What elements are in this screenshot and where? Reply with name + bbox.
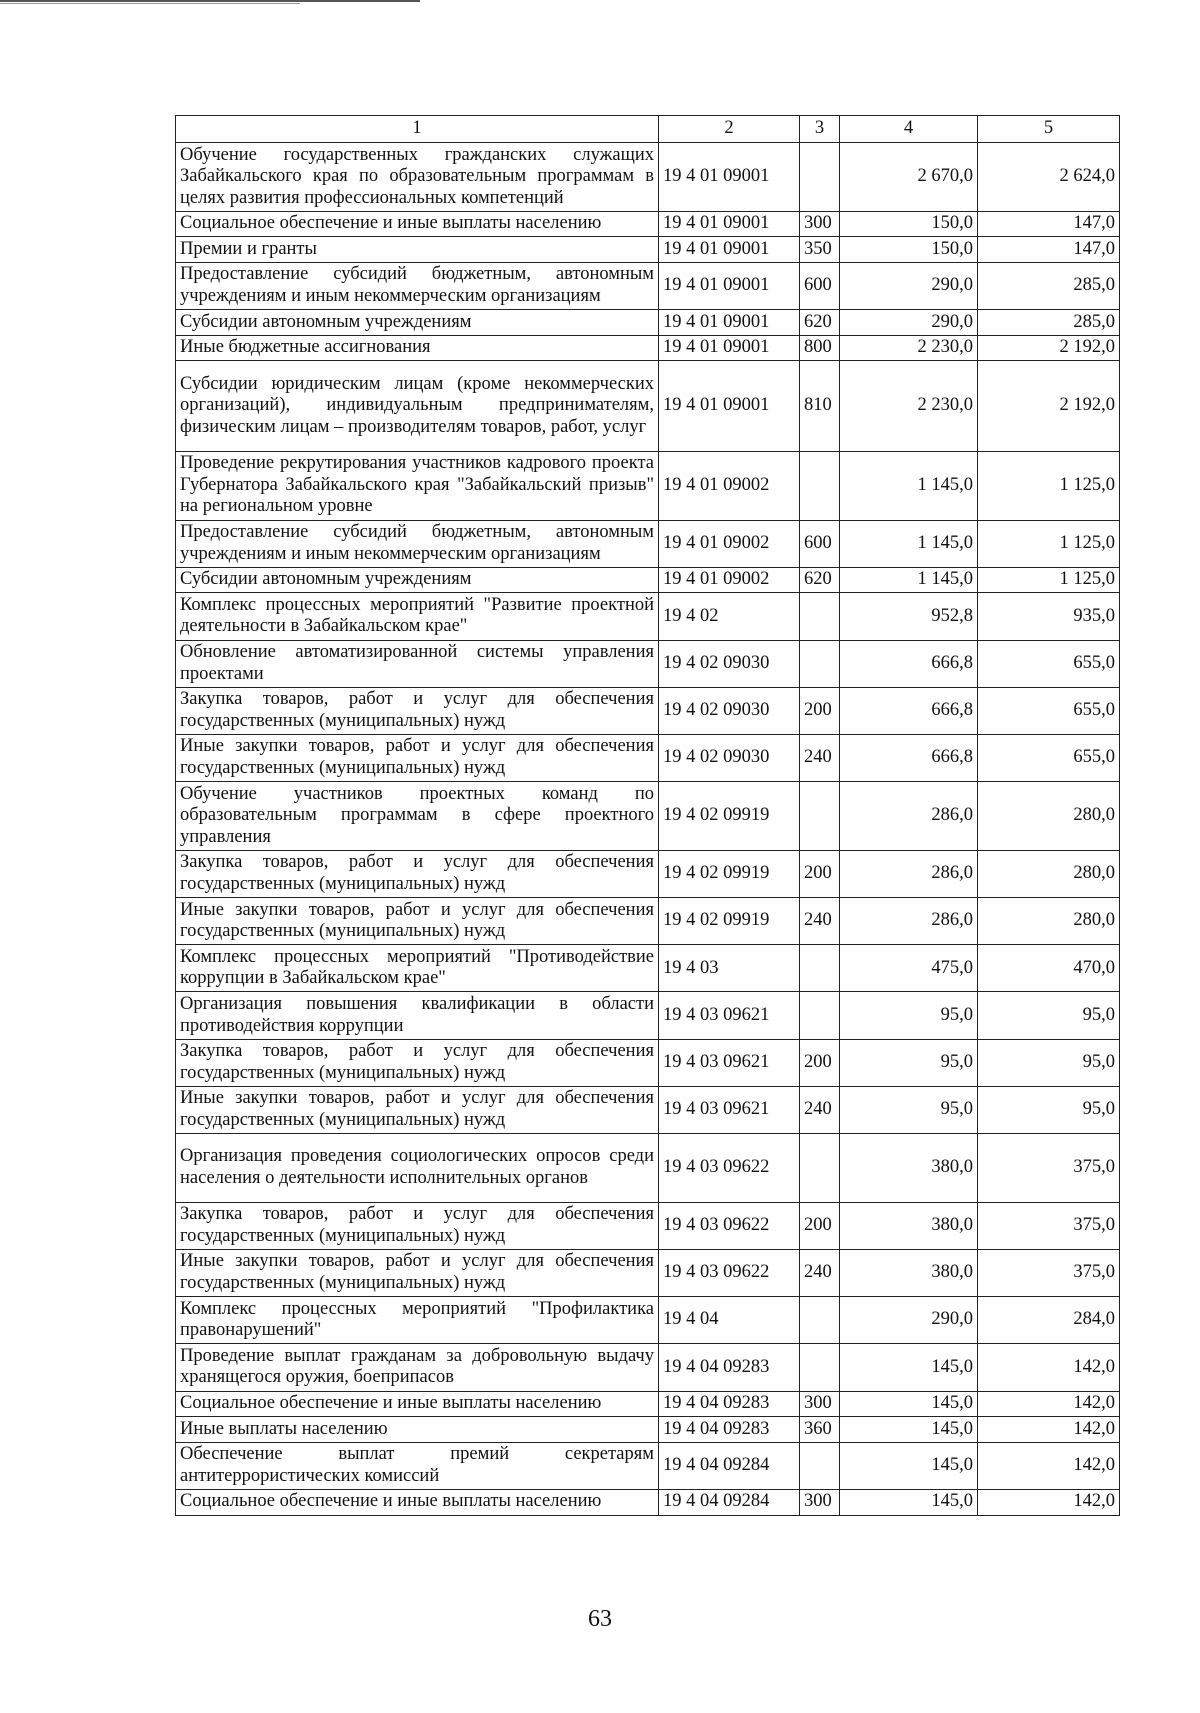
row-expense-type-cell: 300 [800,1391,840,1417]
row-expense-type-cell: 300 [800,211,840,237]
row-code-cell: 19 4 03 09621 [659,992,800,1039]
row-value-col5-cell: 284,0 [978,1297,1120,1344]
row-code-cell: 19 4 04 09283 [659,1391,800,1417]
table-row [176,567,1120,593]
row-name-cell: Иные закупки товаров, работ и услуг для обеспечения государственных (муниципальных) нужд [176,734,659,781]
table-row [176,992,1120,1039]
row-code-cell: 19 4 01 09001 [659,310,800,336]
header-col-3: 3 [800,116,840,143]
row-name-cell: Субсидии автономным учреждениям [176,310,659,336]
row-code-cell: 19 4 03 09621 [659,1039,800,1086]
row-value-col5-cell: 95,0 [978,1039,1120,1086]
row-code-cell: 19 4 02 09919 [659,782,800,851]
row-name-cell: Премии и гранты [176,237,659,263]
row-name-cell: Субсидии юридическим лицам (кроме некоммерческих организаций), индивидуальным предпринимателям, физическим лицам – производителям товаров, работ, услуг [176,361,659,451]
row-expense-type-cell [800,143,840,212]
row-expense-type-cell: 600 [800,520,840,567]
table-row [176,1344,1120,1391]
table-row [176,782,1120,851]
table-row [176,945,1120,992]
row-value-col4-cell: 1 145,0 [840,520,978,567]
row-code-cell: 19 4 04 [659,1297,800,1344]
scan-artifact-line [0,3,300,4]
row-value-col4-cell: 286,0 [840,850,978,897]
row-code-cell: 19 4 02 09919 [659,898,800,945]
table-row [176,520,1120,567]
row-value-col4-cell: 666,8 [840,734,978,781]
row-value-col4-cell: 380,0 [840,1134,978,1203]
row-code-cell: 19 4 02 [659,593,800,640]
row-code-cell: 19 4 02 09030 [659,734,800,781]
row-value-col4-cell: 2 230,0 [840,361,978,451]
row-value-col4-cell: 290,0 [840,262,978,309]
row-value-col5-cell: 142,0 [978,1344,1120,1391]
row-value-col5-cell: 1 125,0 [978,567,1120,593]
table-row [176,1202,1120,1249]
budget-table-body [176,116,1120,1516]
row-value-col4-cell: 145,0 [840,1391,978,1417]
row-value-col5-cell: 655,0 [978,640,1120,687]
table-row [176,310,1120,336]
row-name-cell: Закупка товаров, работ и услуг для обеспечения государственных (муниципальных) нужд [176,687,659,734]
row-value-col4-cell: 380,0 [840,1202,978,1249]
table-row [176,734,1120,781]
row-code-cell: 19 4 01 09001 [659,237,800,263]
row-expense-type-cell: 350 [800,237,840,263]
row-value-col4-cell: 95,0 [840,1086,978,1133]
row-code-cell: 19 4 01 09002 [659,567,800,593]
row-value-col5-cell: 935,0 [978,593,1120,640]
row-code-cell: 19 4 02 09919 [659,850,800,897]
row-value-col4-cell: 380,0 [840,1249,978,1296]
row-value-col4-cell: 145,0 [840,1417,978,1443]
row-code-cell: 19 4 02 09030 [659,687,800,734]
row-value-col4-cell: 145,0 [840,1344,978,1391]
row-value-col5-cell: 95,0 [978,992,1120,1039]
row-code-cell: 19 4 04 09283 [659,1417,800,1443]
row-name-cell: Иные закупки товаров, работ и услуг для обеспечения государственных (муниципальных) нужд [176,898,659,945]
row-value-col4-cell: 286,0 [840,898,978,945]
row-expense-type-cell [800,1134,840,1203]
row-value-col5-cell: 142,0 [978,1417,1120,1443]
row-name-cell: Предоставление субсидий бюджетным, автономным учреждениям и иным некоммерческим организациям [176,520,659,567]
row-expense-type-cell: 600 [800,262,840,309]
row-code-cell: 19 4 04 09283 [659,1344,800,1391]
scan-artifact-line [0,0,420,2]
table-row [176,1249,1120,1296]
row-expense-type-cell: 240 [800,1086,840,1133]
table-row [176,1391,1120,1417]
table-row [176,335,1120,361]
row-code-cell: 19 4 03 09622 [659,1134,800,1203]
header-col-1: 1 [176,116,659,143]
row-code-cell: 19 4 01 09002 [659,520,800,567]
row-code-cell: 19 4 03 [659,945,800,992]
table-row [176,1297,1120,1344]
row-expense-type-cell: 620 [800,310,840,336]
row-expense-type-cell [800,593,840,640]
row-value-col4-cell: 952,8 [840,593,978,640]
row-expense-type-cell [800,782,840,851]
row-expense-type-cell [800,945,840,992]
table-row [176,850,1120,897]
table-row [176,1442,1120,1489]
row-value-col5-cell: 142,0 [978,1442,1120,1489]
row-value-col4-cell: 2 670,0 [840,143,978,212]
row-value-col5-cell: 142,0 [978,1489,1120,1515]
table-row [176,593,1120,640]
row-value-col5-cell: 1 125,0 [978,520,1120,567]
header-col-5: 5 [978,116,1120,143]
row-name-cell: Проведение рекрутирования участников кадрового проекта Губернатора Забайкальского края "Забайкальский призыв" на региональном уровне [176,451,659,520]
row-value-col5-cell: 280,0 [978,782,1120,851]
row-value-col4-cell: 475,0 [840,945,978,992]
row-name-cell: Закупка товаров, работ и услуг для обеспечения государственных (муниципальных) нужд [176,850,659,897]
row-name-cell: Иные закупки товаров, работ и услуг для обеспечения государственных (муниципальных) нужд [176,1249,659,1296]
row-expense-type-cell: 810 [800,361,840,451]
row-expense-type-cell [800,451,840,520]
table-row [176,262,1120,309]
budget-table [175,115,1120,1516]
row-name-cell: Проведение выплат гражданам за добровольную выдачу хранящегося оружия, боеприпасов [176,1344,659,1391]
table-header-row [176,116,1120,143]
row-value-col5-cell: 285,0 [978,262,1120,309]
row-value-col5-cell: 147,0 [978,211,1120,237]
row-expense-type-cell: 240 [800,1249,840,1296]
row-name-cell: Комплекс процессных мероприятий "Развитие проектной деятельности в Забайкальском крае" [176,593,659,640]
row-expense-type-cell: 360 [800,1417,840,1443]
row-expense-type-cell: 300 [800,1489,840,1515]
row-name-cell: Обучение государственных гражданских служащих Забайкальского края по образовательным программам в целях развития профессиональных компетенций [176,143,659,212]
row-name-cell: Комплекс процессных мероприятий "Противодействие коррупции в Забайкальском крае" [176,945,659,992]
row-value-col5-cell: 375,0 [978,1134,1120,1203]
row-value-col4-cell: 286,0 [840,782,978,851]
row-expense-type-cell: 620 [800,567,840,593]
row-name-cell: Иные бюджетные ассигнования [176,335,659,361]
row-name-cell: Обучение участников проектных команд по образовательным программам в сфере проектного управления [176,782,659,851]
row-value-col5-cell: 280,0 [978,898,1120,945]
row-value-col4-cell: 145,0 [840,1489,978,1515]
row-name-cell: Комплекс процессных мероприятий "Профилактика правонарушений" [176,1297,659,1344]
row-name-cell: Социальное обеспечение и иные выплаты населению [176,211,659,237]
table-row [176,211,1120,237]
row-value-col5-cell: 1 125,0 [978,451,1120,520]
row-expense-type-cell: 200 [800,850,840,897]
table-row [176,1134,1120,1203]
row-value-col4-cell: 95,0 [840,1039,978,1086]
row-expense-type-cell: 200 [800,1039,840,1086]
row-value-col5-cell: 655,0 [978,687,1120,734]
row-code-cell: 19 4 01 09001 [659,211,800,237]
row-value-col4-cell: 2 230,0 [840,335,978,361]
row-value-col4-cell: 145,0 [840,1442,978,1489]
row-name-cell: Социальное обеспечение и иные выплаты населению [176,1489,659,1515]
row-name-cell: Закупка товаров, работ и услуг для обеспечения государственных (муниципальных) нужд [176,1039,659,1086]
row-value-col5-cell: 285,0 [978,310,1120,336]
table-row [176,1039,1120,1086]
row-name-cell: Обновление автоматизированной системы управления проектами [176,640,659,687]
row-code-cell: 19 4 03 09622 [659,1202,800,1249]
row-expense-type-cell: 240 [800,898,840,945]
row-value-col5-cell: 375,0 [978,1249,1120,1296]
row-value-col5-cell: 142,0 [978,1391,1120,1417]
row-value-col4-cell: 150,0 [840,237,978,263]
table-row [176,451,1120,520]
row-expense-type-cell [800,1344,840,1391]
table-row [176,898,1120,945]
row-value-col5-cell: 147,0 [978,237,1120,263]
row-name-cell: Субсидии автономным учреждениям [176,567,659,593]
row-code-cell: 19 4 01 09001 [659,335,800,361]
table-row [176,1417,1120,1443]
row-expense-type-cell [800,1442,840,1489]
row-value-col5-cell: 95,0 [978,1086,1120,1133]
row-code-cell: 19 4 01 09001 [659,262,800,309]
row-name-cell: Закупка товаров, работ и услуг для обеспечения государственных (муниципальных) нужд [176,1202,659,1249]
row-expense-type-cell: 240 [800,734,840,781]
row-expense-type-cell [800,640,840,687]
row-code-cell: 19 4 01 09001 [659,143,800,212]
row-expense-type-cell: 800 [800,335,840,361]
row-value-col5-cell: 375,0 [978,1202,1120,1249]
table-row [176,361,1120,451]
row-value-col4-cell: 1 145,0 [840,451,978,520]
row-value-col4-cell: 290,0 [840,310,978,336]
row-value-col4-cell: 666,8 [840,640,978,687]
row-name-cell: Иные выплаты населению [176,1417,659,1443]
row-code-cell: 19 4 01 09002 [659,451,800,520]
row-value-col5-cell: 2 192,0 [978,361,1120,451]
row-code-cell: 19 4 01 09001 [659,361,800,451]
row-value-col4-cell: 666,8 [840,687,978,734]
table-row [176,687,1120,734]
row-code-cell: 19 4 03 09622 [659,1249,800,1296]
row-value-col5-cell: 470,0 [978,945,1120,992]
table-row [176,640,1120,687]
row-value-col5-cell: 2 624,0 [978,143,1120,212]
row-expense-type-cell: 200 [800,1202,840,1249]
row-name-cell: Обеспечение выплат премий секретарям антитеррористических комиссий [176,1442,659,1489]
row-expense-type-cell [800,992,840,1039]
header-col-2: 2 [659,116,800,143]
row-value-col4-cell: 1 145,0 [840,567,978,593]
row-name-cell: Организация повышения квалификации в области противодействия коррупции [176,992,659,1039]
row-expense-type-cell: 200 [800,687,840,734]
row-name-cell: Социальное обеспечение и иные выплаты населению [176,1391,659,1417]
row-value-col5-cell: 2 192,0 [978,335,1120,361]
row-code-cell: 19 4 04 09284 [659,1489,800,1515]
header-col-4: 4 [840,116,978,143]
page-number: 63 [588,1606,612,1632]
row-expense-type-cell [800,1297,840,1344]
row-value-col5-cell: 655,0 [978,734,1120,781]
row-value-col4-cell: 290,0 [840,1297,978,1344]
row-name-cell: Предоставление субсидий бюджетным, автономным учреждениям и иным некоммерческим организациям [176,262,659,309]
row-code-cell: 19 4 03 09621 [659,1086,800,1133]
row-code-cell: 19 4 02 09030 [659,640,800,687]
row-code-cell: 19 4 04 09284 [659,1442,800,1489]
row-name-cell: Организация проведения социологических опросов среди населения о деятельности исполнительных органов [176,1134,659,1203]
table-row [176,143,1120,212]
table-row [176,1086,1120,1133]
row-value-col5-cell: 280,0 [978,850,1120,897]
row-value-col4-cell: 95,0 [840,992,978,1039]
table-row [176,237,1120,263]
table-row [176,1489,1120,1515]
row-value-col4-cell: 150,0 [840,211,978,237]
row-name-cell: Иные закупки товаров, работ и услуг для обеспечения государственных (муниципальных) нужд [176,1086,659,1133]
